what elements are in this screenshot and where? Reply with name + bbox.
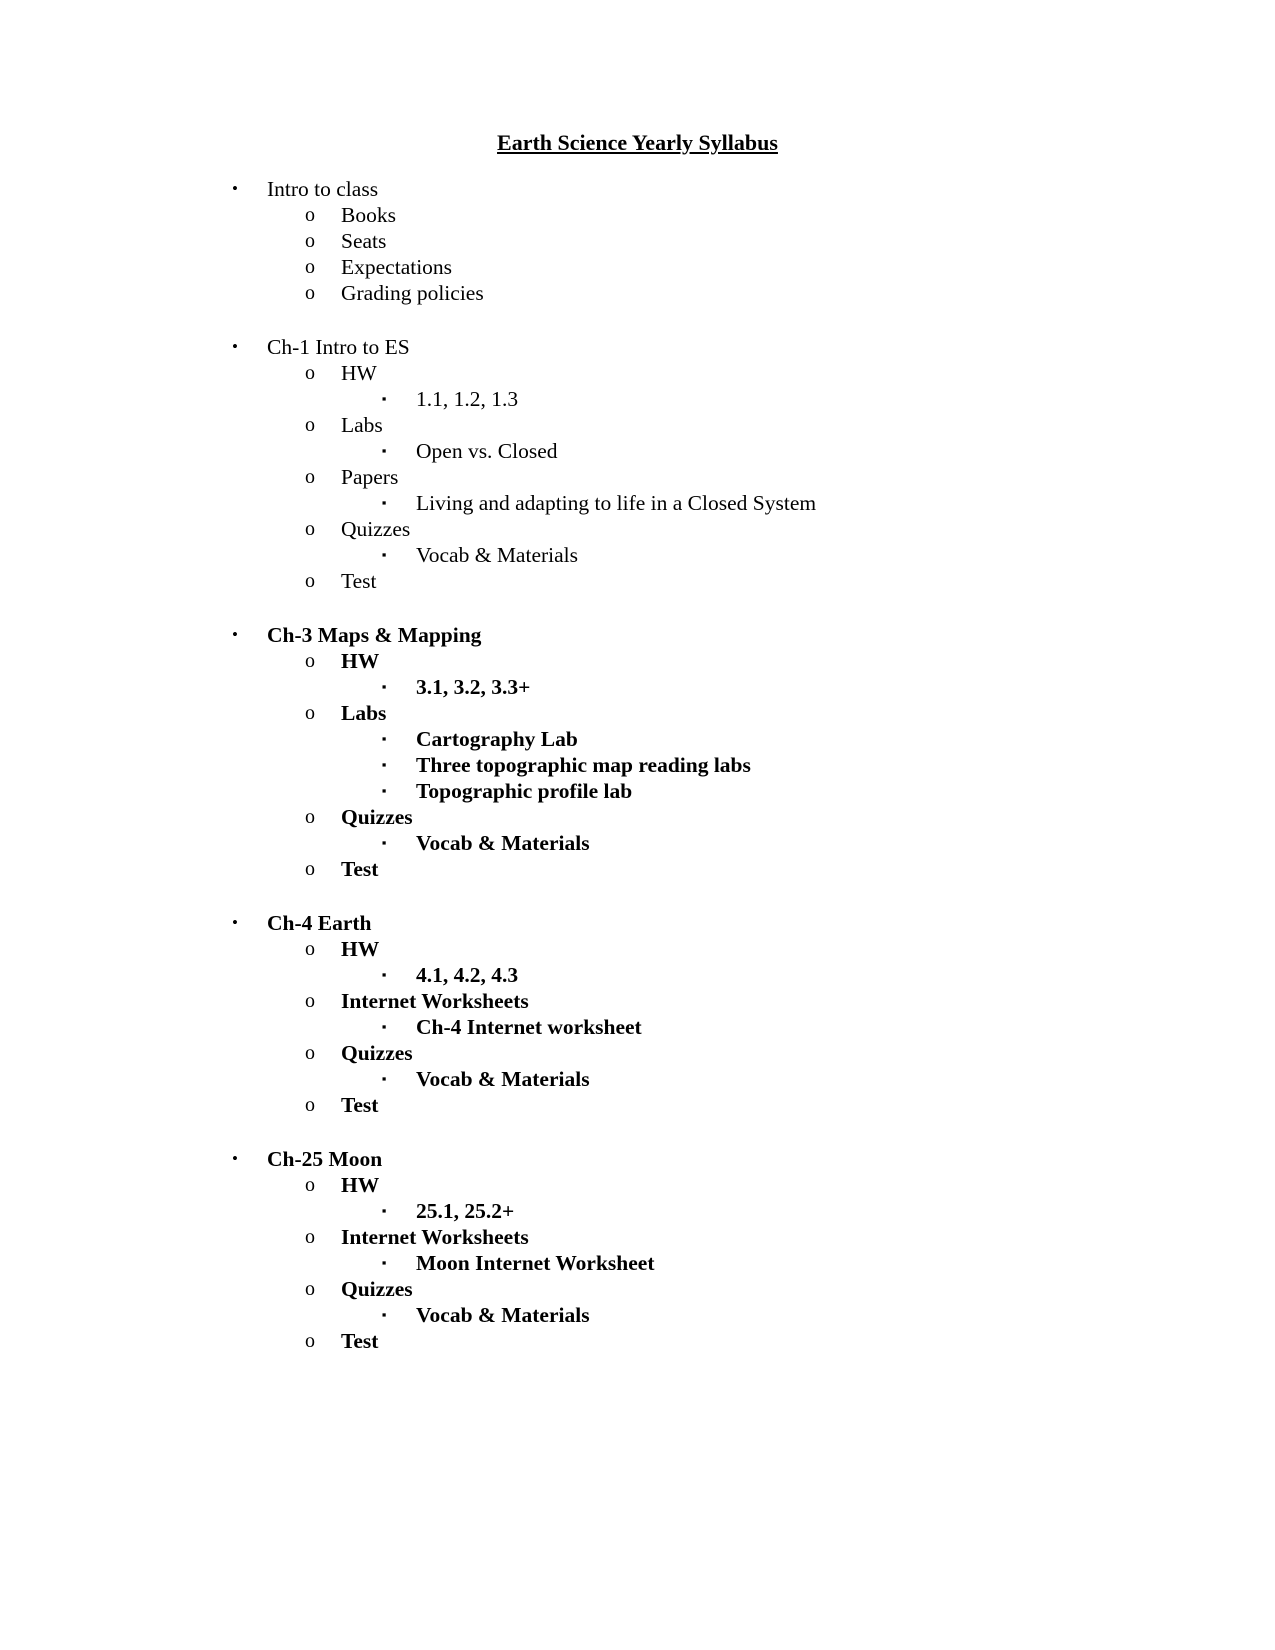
list-item: Quizzes (341, 517, 411, 541)
circle-marker: o (305, 282, 315, 304)
sub-list-item: Ch-4 Internet worksheet (416, 1015, 642, 1039)
list-item: Grading policies (341, 281, 484, 305)
sub-list-item: Vocab & Materials (416, 1067, 590, 1091)
list-item: HW (341, 937, 380, 961)
circle-marker: o (305, 650, 315, 672)
circle-marker: o (305, 1174, 315, 1196)
circle-marker: o (305, 414, 315, 436)
bullet-marker: • (232, 179, 238, 198)
section-heading-ch1: Ch-1 Intro to ES (267, 335, 410, 359)
list-item: Internet Worksheets (341, 1225, 529, 1249)
square-marker: ▪ (381, 1019, 387, 1034)
circle-marker: o (305, 466, 315, 488)
section-heading-ch4: Ch-4 Earth (267, 911, 372, 935)
list-item: Test (341, 1329, 379, 1353)
circle-marker: o (305, 1330, 315, 1352)
list-item: Books (341, 203, 396, 227)
square-marker: ▪ (381, 757, 387, 772)
sub-list-item: Living and adapting to life in a Closed System (416, 491, 817, 515)
list-item: Test (341, 569, 377, 593)
circle-marker: o (305, 1094, 315, 1116)
circle-marker: o (305, 990, 315, 1012)
sub-list-item: Topographic profile lab (416, 779, 633, 803)
circle-marker: o (305, 204, 315, 226)
section-heading-ch25: Ch-25 Moon (267, 1147, 383, 1171)
list-item: HW (341, 649, 380, 673)
circle-marker: o (305, 1278, 315, 1300)
list-item: Test (341, 857, 379, 881)
bullet-marker: • (232, 337, 238, 356)
sub-list-item: 25.1, 25.2+ (416, 1199, 515, 1223)
list-item: Internet Worksheets (341, 989, 529, 1013)
list-item: Labs (341, 701, 387, 725)
bullet-marker: • (232, 913, 238, 932)
square-marker: ▪ (381, 1071, 387, 1086)
list-item: Test (341, 1093, 379, 1117)
circle-marker: o (305, 938, 315, 960)
list-item: Quizzes (341, 1041, 413, 1065)
list-item: Seats (341, 229, 387, 253)
bullet-marker: • (232, 625, 238, 644)
circle-marker: o (305, 230, 315, 252)
list-item: HW (341, 1173, 380, 1197)
circle-marker: o (305, 858, 315, 880)
circle-marker: o (305, 570, 315, 592)
circle-marker: o (305, 1042, 315, 1064)
sub-list-item: 1.1, 1.2, 1.3 (416, 387, 519, 411)
sub-list-item: 4.1, 4.2, 4.3 (416, 963, 519, 987)
circle-marker: o (305, 256, 315, 278)
list-item: Labs (341, 413, 383, 437)
square-marker: ▪ (381, 443, 387, 458)
square-marker: ▪ (381, 731, 387, 746)
document-title: Earth Science Yearly Syllabus (497, 130, 778, 155)
list-item: Expectations (341, 255, 453, 279)
circle-marker: o (305, 1226, 315, 1248)
circle-marker: o (305, 362, 315, 384)
sub-list-item: Vocab & Materials (416, 543, 579, 567)
bullet-marker: • (232, 1149, 238, 1168)
square-marker: ▪ (381, 1307, 387, 1322)
list-item: Quizzes (341, 1277, 413, 1301)
sub-list-item: Vocab & Materials (416, 831, 590, 855)
square-marker: ▪ (381, 679, 387, 694)
list-item: Papers (341, 465, 399, 489)
sub-list-item: Open vs. Closed (416, 439, 558, 463)
sub-list-item: Cartography Lab (416, 727, 578, 751)
square-marker: ▪ (381, 835, 387, 850)
sub-list-item: 3.1, 3.2, 3.3+ (416, 675, 531, 699)
square-marker: ▪ (381, 495, 387, 510)
circle-marker: o (305, 702, 315, 724)
square-marker: ▪ (381, 967, 387, 982)
section-heading-intro: Intro to class (267, 177, 379, 201)
list-item: Quizzes (341, 805, 413, 829)
section-heading-ch3: Ch-3 Maps & Mapping (267, 623, 482, 647)
square-marker: ▪ (381, 1203, 387, 1218)
sub-list-item: Three topographic map reading labs (416, 753, 751, 777)
list-item: HW (341, 361, 377, 385)
square-marker: ▪ (381, 783, 387, 798)
circle-marker: o (305, 518, 315, 540)
square-marker: ▪ (381, 1255, 387, 1270)
sub-list-item: Vocab & Materials (416, 1303, 590, 1327)
square-marker: ▪ (381, 547, 387, 562)
square-marker: ▪ (381, 391, 387, 406)
circle-marker: o (305, 806, 315, 828)
sub-list-item: Moon Internet Worksheet (416, 1251, 655, 1275)
